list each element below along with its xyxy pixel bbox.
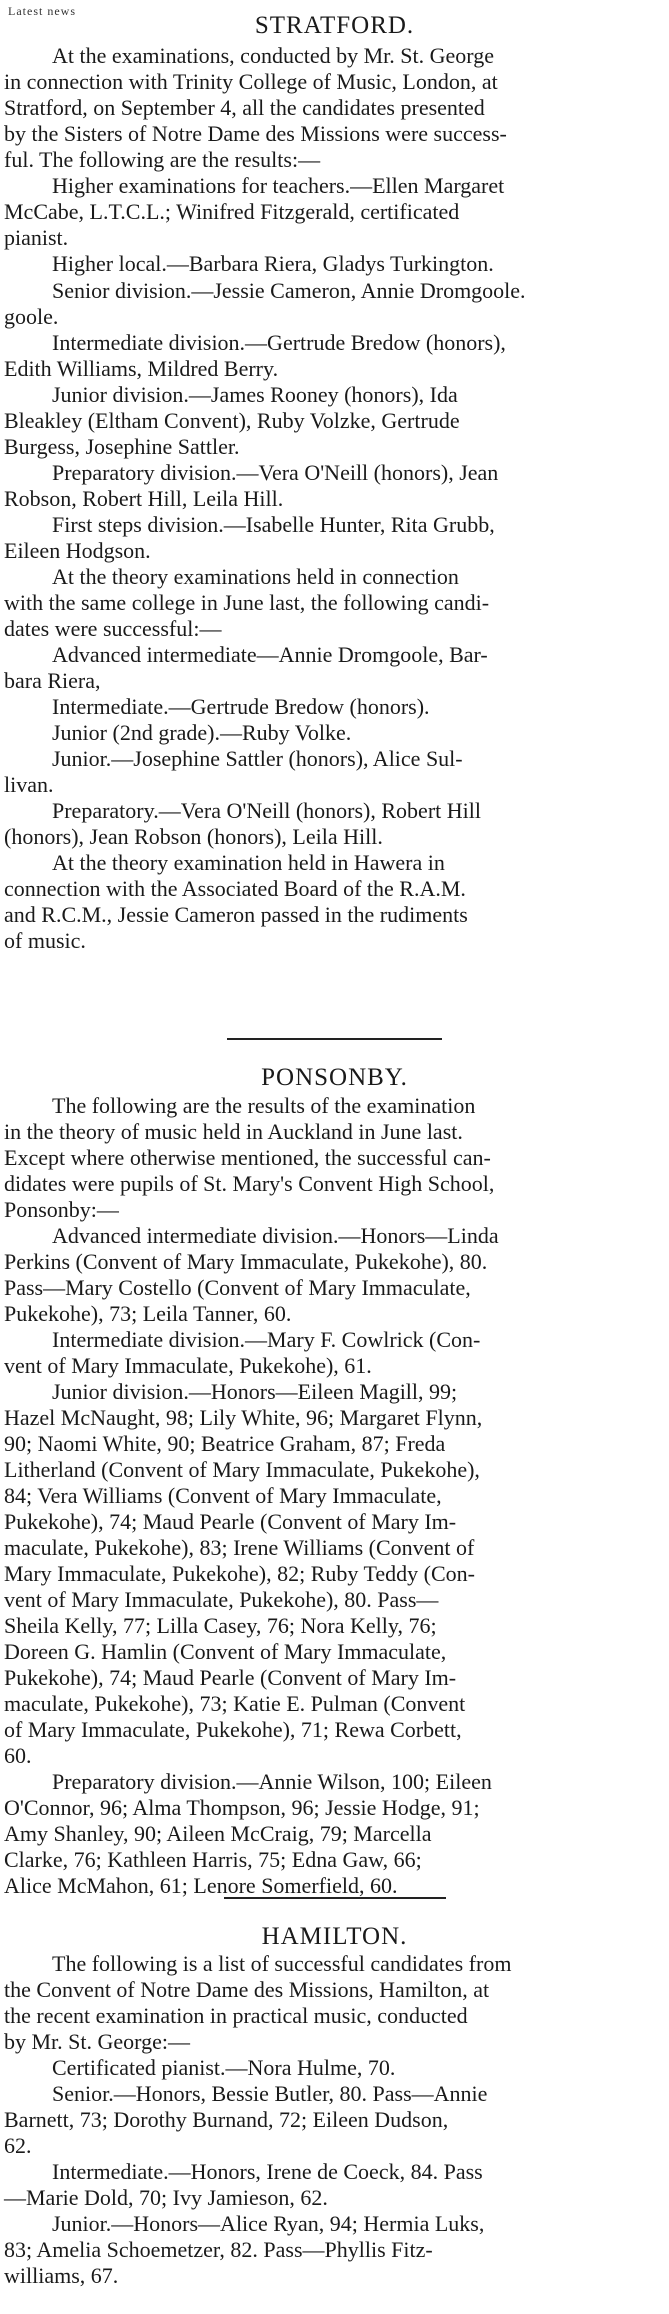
paragraph-line: 60. <box>4 1743 32 1768</box>
paragraph-line: pianist. <box>4 225 69 250</box>
paragraph-line: McCabe, L.T.C.L.; Winifred Fitzgerald, certificated <box>4 199 460 224</box>
paragraph-line: Preparatory division.—Vera O'Neill (honors), Jean <box>52 460 499 485</box>
paragraph-line: of Mary Immaculate, Pukekohe), 71; Rewa Corbett, <box>4 1717 462 1742</box>
paragraph-line: Clarke, 76; Kathleen Harris, 75; Edna Gaw, 66; <box>4 1847 422 1872</box>
paragraph-line: Hazel McNaught, 98; Lily White, 96; Margaret Flynn, <box>4 1405 483 1430</box>
paragraph-line: Advanced intermediate division.—Honors—Linda <box>52 1223 499 1248</box>
paragraph-line: Doreen G. Hamlin (Convent of Mary Immaculate, <box>4 1639 447 1664</box>
paragraph-line: maculate, Pukekohe), 83; Irene Williams (Convent of <box>4 1535 475 1560</box>
paragraph-line: Litherland (Convent of Mary Immaculate, Pukekohe), <box>4 1457 480 1482</box>
paragraph-line: Junior division.—James Rooney (honors), Ida <box>52 382 458 407</box>
paragraph-line: dates were successful:— <box>4 616 222 641</box>
paragraph-line: goole. <box>4 304 59 329</box>
paragraph-line: At the examinations, conducted by Mr. St. George <box>52 43 494 68</box>
section-heading: STRATFORD. <box>254 12 415 39</box>
paragraph-line: the recent examination in practical music, conducted <box>4 2003 468 2028</box>
paragraph-line: vent of Mary Immaculate, Pukekohe), 61. <box>4 1353 372 1378</box>
paragraph-line: williams, 67. <box>4 2263 119 2288</box>
paragraph-line: Intermediate.—Gertrude Bredow (honors). <box>52 694 430 719</box>
paragraph-line: Ponsonby:— <box>4 1197 119 1222</box>
paragraph-line: bara Riera, <box>4 668 101 693</box>
paragraph-line: Eileen Hodgson. <box>4 538 151 563</box>
cropped-header-fragment: Latest news <box>8 4 76 18</box>
paragraph-line: Pukekohe), 74; Maud Pearle (Convent of Mary Im- <box>4 1509 457 1534</box>
paragraph-line: First steps division.—Isabelle Hunter, Rita Grubb, <box>52 512 495 537</box>
paragraph-line: The following is a list of successful candidates from <box>52 1951 512 1976</box>
section-heading: PONSONBY. <box>261 1064 408 1091</box>
paragraph-line: Bleakley (Eltham Convent), Ruby Volzke, Gertrude <box>4 408 460 433</box>
paragraph-line: Barnett, 73; Dorothy Burnand, 72; Eileen Dudson, <box>4 2107 449 2132</box>
paragraph-line: 84; Vera Williams (Convent of Mary Immaculate, <box>4 1483 442 1508</box>
paragraph-line: Senior.—Honors, Bessie Butler, 80. Pass—Annie <box>52 2081 488 2106</box>
paragraph-line: Intermediate division.—Gertrude Bredow (honors), <box>52 330 506 355</box>
paragraph-line: connection with the Associated Board of the R.A.M. <box>4 876 466 901</box>
paragraph-line: (honors), Jean Robson (honors), Leila Hill. <box>4 824 383 849</box>
paragraph-line: Alice McMahon, 61; Lenore Somerfield, 60. <box>4 1873 398 1898</box>
paragraph-line: Junior division.—Honors—Eileen Magill, 99; <box>52 1379 458 1404</box>
paragraph-line: by the Sisters of Notre Dame des Missions were success- <box>4 121 507 146</box>
paragraph-line: Certificated pianist.—Nora Hulme, 70. <box>52 2055 396 2080</box>
paragraph-line: Intermediate.—Honors, Irene de Coeck, 84. Pass <box>52 2159 483 2184</box>
paragraph-line: maculate, Pukekohe), 73; Katie E. Pulman (Convent <box>4 1691 466 1716</box>
paragraph-line: Intermediate division.—Mary F. Cowlrick (Con- <box>52 1327 481 1352</box>
paragraph-line: Perkins (Convent of Mary Immaculate, Pukekohe), 80. <box>4 1249 488 1274</box>
paragraph-line: with the same college in June last, the following candi- <box>4 590 490 615</box>
paragraph-line: —Marie Dold, 70; Ivy Jamieson, 62. <box>4 2185 328 2210</box>
section-heading: HAMILTON. <box>261 1923 408 1950</box>
paragraph-line: Preparatory division.—Annie Wilson, 100; Eileen <box>52 1769 492 1794</box>
paragraph-line: O'Connor, 96; Alma Thompson, 96; Jessie Hodge, 91; <box>4 1795 480 1820</box>
paragraph-line: Senior division.—Jessie Cameron, Annie Dromgoole. <box>52 278 526 303</box>
paragraph-line: the Convent of Notre Dame des Missions, Hamilton, at <box>4 1977 490 2002</box>
paragraph-line: At the theory examinations held in connection <box>52 564 459 589</box>
paragraph-line: The following are the results of the examination <box>52 1093 476 1118</box>
section-divider-rule <box>224 1897 446 1899</box>
paragraph-line: Robson, Robert Hill, Leila Hill. <box>4 486 284 511</box>
paragraph-line: 83; Amelia Schoemetzer, 82. Pass—Phyllis Fitz- <box>4 2237 433 2262</box>
paragraph-line: ful. The following are the results:— <box>4 147 321 172</box>
paragraph-line: Except where otherwise mentioned, the successful can- <box>4 1145 491 1170</box>
paragraph-line: and R.C.M., Jessie Cameron passed in the rudiments <box>4 902 468 927</box>
paragraph-line: Higher local.—Barbara Riera, Gladys Turkington. <box>52 251 494 276</box>
paragraph-line: Pukekohe), 74; Maud Pearle (Convent of Mary Im- <box>4 1665 457 1690</box>
paragraph-line: Edith Williams, Mildred Berry. <box>4 356 279 381</box>
paragraph-line: Amy Shanley, 90; Aileen McCraig, 79; Marcella <box>4 1821 432 1846</box>
paragraph-line: Mary Immaculate, Pukekohe), 82; Ruby Teddy (Con- <box>4 1561 475 1586</box>
paragraph-line: Junior.—Josephine Sattler (honors), Alice Sul- <box>52 746 463 771</box>
paragraph-line: Sheila Kelly, 77; Lilla Casey, 76; Nora Kelly, 76; <box>4 1613 437 1638</box>
paragraph-line: Higher examinations for teachers.—Ellen Margaret <box>52 173 505 198</box>
paragraph-line: Advanced intermediate—Annie Dromgoole, Bar- <box>52 642 488 667</box>
paragraph-line: vent of Mary Immaculate, Pukekohe), 80. Pass— <box>4 1587 439 1612</box>
paragraph-line: Pukekohe), 73; Leila Tanner, 60. <box>4 1301 292 1326</box>
section-divider-rule <box>227 1038 442 1040</box>
paragraph-line: didates were pupils of St. Mary's Convent High School, <box>4 1171 495 1196</box>
paragraph-line: Preparatory.—Vera O'Neill (honors), Robert Hill <box>52 798 481 823</box>
paragraph-line: At the theory examination held in Hawera in <box>52 850 445 875</box>
paragraph-line: Burgess, Josephine Sattler. <box>4 434 240 459</box>
paragraph-line: Stratford, on September 4, all the candidates presented <box>4 95 485 120</box>
paragraph-line: in the theory of music held in Auckland in June last. <box>4 1119 463 1144</box>
paragraph-line: Junior.—Honors—Alice Ryan, 94; Hermia Luks, <box>52 2211 485 2236</box>
paragraph-line: in connection with Trinity College of Music, London, at <box>4 69 498 94</box>
paragraph-line: Junior (2nd grade).—Ruby Volke. <box>52 720 352 745</box>
paragraph-line: 62. <box>4 2133 32 2158</box>
paragraph-line: livan. <box>4 772 54 797</box>
paragraph-line: by Mr. St. George:— <box>4 2029 190 2054</box>
paragraph-line: 90; Naomi White, 90; Beatrice Graham, 87; Freda <box>4 1431 446 1456</box>
paragraph-line: Pass—Mary Costello (Convent of Mary Immaculate, <box>4 1275 471 1300</box>
paragraph-line: of music. <box>4 928 86 953</box>
